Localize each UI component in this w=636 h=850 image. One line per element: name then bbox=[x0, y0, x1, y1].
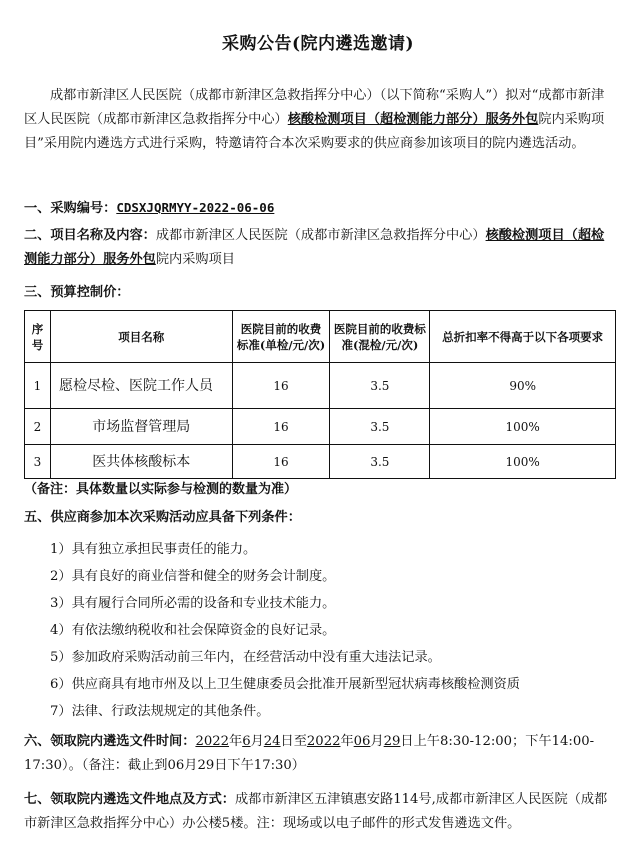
row-single: 16 bbox=[232, 409, 330, 445]
start-month: 6 bbox=[242, 734, 251, 749]
row-rate: 100% bbox=[430, 409, 616, 445]
row-single: 16 bbox=[232, 363, 330, 409]
section2-project-name: 核酸检测项目（超检测能力部分）服务外包 bbox=[24, 228, 605, 267]
section2-text-1: 成都市新津区人民医院（成都市新津区急救指挥分中心） bbox=[155, 228, 486, 243]
section2-text-2: 院内采购项目 bbox=[155, 252, 235, 267]
requirement-item: 3）具有履行合同所必需的设备和专业技术能力。 bbox=[50, 596, 336, 611]
intro-project-name: 核酸检测项目（超检测能力部分）服务外包 bbox=[287, 112, 539, 127]
section-project-name bbox=[24, 224, 614, 272]
section-document-location bbox=[24, 788, 614, 836]
row-rate: 90% bbox=[430, 363, 616, 409]
header-single: 医院目前的收费标准(单检/元/次) bbox=[232, 311, 330, 363]
intro-text-2: 院内采购项目”采用院内遴选方式进行采购，特邀请符合本次采购要求的供应商参加该项目的院内遴选活动。 bbox=[24, 112, 605, 151]
row-mixed: 3.5 bbox=[330, 409, 430, 445]
section-procurement-number bbox=[24, 196, 614, 221]
month-char-1: 月 bbox=[250, 734, 264, 749]
header-mixed: 医院目前的收费标准(混检/元/次) bbox=[330, 311, 430, 363]
end-year: 2022 bbox=[306, 734, 341, 749]
procurement-number: CDSXJQRMYY-2022-06-06 bbox=[116, 200, 275, 215]
month-char-2: 月 bbox=[370, 734, 384, 749]
end-month: 06 bbox=[353, 734, 371, 749]
section7-text: 成都市新津区五津镇惠安路114号,成都市新津区人民医院（成都市新津区急救指挥分中心）办公楼5楼。注：现场或以电子邮件的形式发售遴选文件。 bbox=[24, 792, 608, 831]
section1-label: 一、采购编号： bbox=[24, 201, 117, 216]
requirement-item: 4）有依法缴纳税收和社会保障资金的良好记录。 bbox=[50, 623, 336, 638]
year-char-2: 年 bbox=[340, 734, 354, 749]
section7-label: 七、领取院内遴选文件地点及方式： bbox=[24, 792, 235, 807]
row-rate: 100% bbox=[430, 445, 616, 479]
table-row bbox=[25, 363, 616, 409]
row-no: 3 bbox=[25, 445, 51, 479]
row-mixed: 3.5 bbox=[330, 363, 430, 409]
start-day: 24 bbox=[263, 734, 281, 749]
row-name: 医共体核酸标本 bbox=[50, 445, 232, 479]
section-document-time bbox=[24, 730, 614, 778]
requirement-item: 6）供应商具有地市州及以上卫生健康委员会批准开展新型冠状病毒核酸检测资质 bbox=[50, 677, 520, 692]
requirement-item: 1）具有独立承担民事责任的能力。 bbox=[50, 542, 257, 557]
year-char-1: 年 bbox=[229, 734, 243, 749]
row-name: 市场监督管理局 bbox=[50, 409, 232, 445]
time-text: 日上午8:30-12:00；下午14:00-17:30）。（备注：截止到06月29日下午17:30） bbox=[24, 734, 595, 773]
section6-label: 六、领取院内遴选文件时间： bbox=[24, 734, 196, 749]
start-year: 2022 bbox=[195, 734, 229, 749]
requirement-item: 5）参加政府采购活动前三年内，在经营活动中没有重大违法记录。 bbox=[50, 650, 441, 665]
row-no: 2 bbox=[25, 409, 51, 445]
row-name: 愿检尽检、医院工作人员 bbox=[50, 363, 232, 409]
table-row bbox=[25, 409, 616, 445]
end-day: 29 bbox=[383, 734, 401, 749]
section2-label: 二、项目名称及内容： bbox=[24, 228, 156, 243]
intro-text-1: 成都市新津区人民医院（成都市新津区急救指挥分中心）（以下简称“采购人”）拟对“成都市新津区人民医院（成都市新津区急救指挥分中心） bbox=[24, 88, 605, 127]
header-rate: 总折扣率不得高于以下各项要求 bbox=[430, 311, 616, 363]
section-requirements bbox=[24, 506, 614, 530]
row-mixed: 3.5 bbox=[330, 445, 430, 479]
row-no: 1 bbox=[25, 363, 51, 409]
intro-paragraph bbox=[24, 84, 614, 156]
section-budget bbox=[24, 281, 614, 305]
row-single: 16 bbox=[232, 445, 330, 479]
section3-label: 三、预算控制价： bbox=[24, 285, 130, 300]
section5-label: 五、供应商参加本次采购活动应具备下列条件： bbox=[24, 510, 301, 525]
table-row bbox=[25, 445, 616, 479]
requirement-item: 2）具有良好的商业信誉和健全的财务会计制度。 bbox=[50, 569, 336, 584]
table-note: （备注：具体数量以实际参与检测的数量为准） bbox=[24, 482, 298, 497]
budget-table bbox=[24, 310, 616, 479]
page-title: 采购公告(院内遴选邀请) bbox=[221, 34, 415, 54]
header-name: 项目名称 bbox=[50, 311, 232, 363]
header-no: 序号 bbox=[25, 311, 51, 363]
day-char-1: 日至 bbox=[280, 734, 307, 749]
table-header-row bbox=[25, 311, 616, 363]
requirement-item: 7）法律、行政法规规定的其他条件。 bbox=[50, 704, 270, 719]
